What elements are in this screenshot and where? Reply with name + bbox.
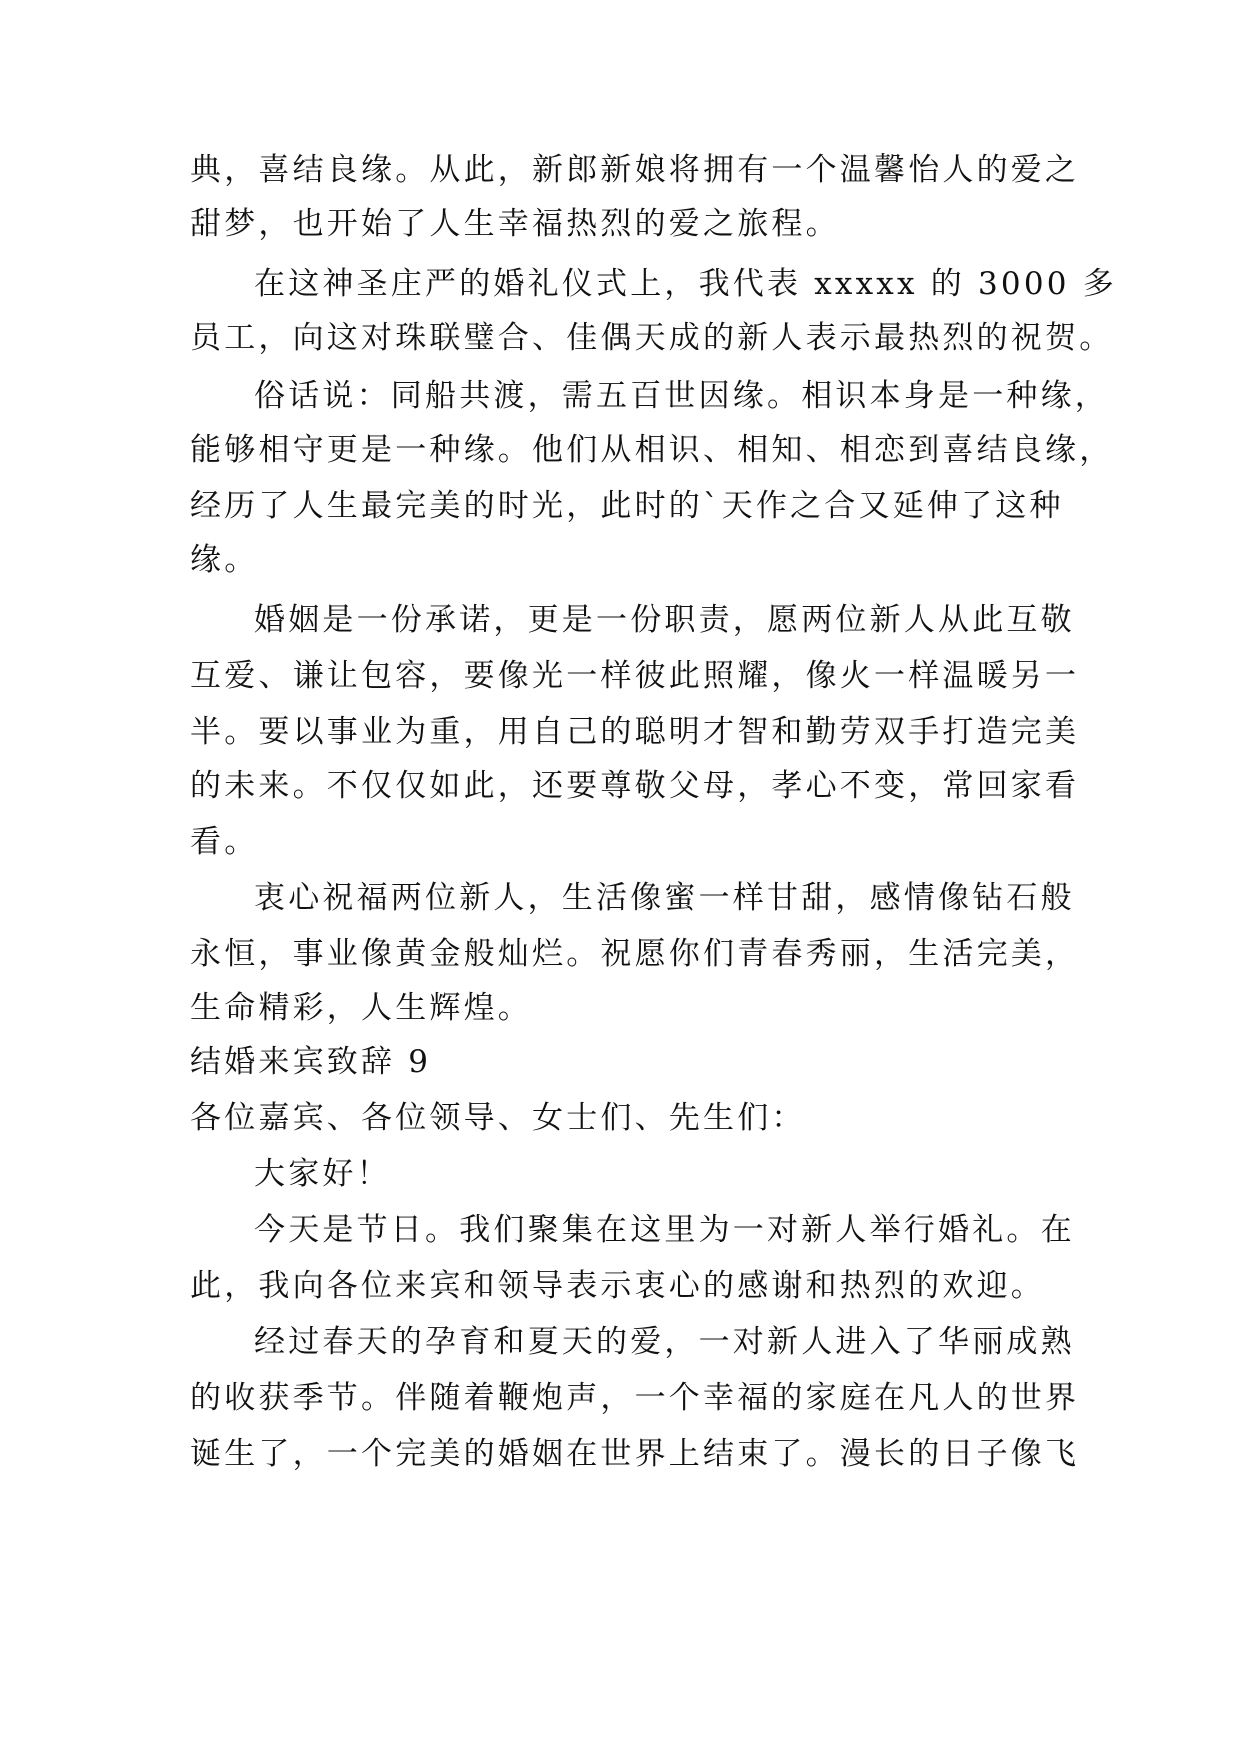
text-line: 员工，向这对珠联璧合、佳偶天成的新人表示最热烈的祝贺。 bbox=[190, 320, 1114, 356]
text-line: 的未来。不仅仅如此，还要尊敬父母，孝心不变，常回家看 bbox=[190, 768, 1080, 804]
text-line: 大家好！ bbox=[254, 1156, 391, 1192]
text-line: 看。 bbox=[190, 824, 259, 860]
text-line: 能够相守更是一种缘。他们从相识、相知、相恋到喜结良缘， bbox=[190, 432, 1114, 468]
text-line: 俗话说：同船共渡，需五百世因缘。相识本身是一种缘， bbox=[254, 378, 1109, 414]
text-line: 甜梦，也开始了人生幸福热烈的爱之旅程。 bbox=[190, 206, 840, 242]
text-line: 生命精彩，人生辉煌。 bbox=[190, 990, 532, 1026]
salutation: 各位嘉宾、各位领导、女士们、先生们： bbox=[190, 1100, 806, 1136]
text-line: 缘。 bbox=[190, 542, 259, 578]
text-line: 衷心祝福两位新人，生活像蜜一样甘甜，感情像钻石般 bbox=[254, 880, 1075, 916]
text-line: 半。要以事业为重，用自己的聪明才智和勤劳双手打造完美 bbox=[190, 714, 1080, 750]
text-line: 的收获季节。伴随着鞭炮声，一个幸福的家庭在凡人的世界 bbox=[190, 1380, 1080, 1416]
text-line: 诞生了，一个完美的婚姻在世界上结束了。漫长的日子像飞 bbox=[190, 1436, 1080, 1472]
text-line: 互爱、谦让包容，要像光一样彼此照耀，像火一样温暖另一 bbox=[190, 658, 1080, 694]
text-line: 此，我向各位来宾和领导表示衷心的感谢和热烈的欢迎。 bbox=[190, 1268, 1045, 1304]
section-heading: 结婚来宾致辞 9 bbox=[190, 1044, 432, 1080]
text-line: 今天是节日。我们聚集在这里为一对新人举行婚礼。在 bbox=[254, 1212, 1075, 1248]
text-line: 经过春天的孕育和夏天的爱，一对新人进入了华丽成熟 bbox=[254, 1324, 1075, 1360]
text-line: 婚姻是一份承诺，更是一份职责，愿两位新人从此互敬 bbox=[254, 602, 1075, 638]
text-line: 在这神圣庄严的婚礼仪式上，我代表 xxxxx 的 3000 多 bbox=[254, 266, 1117, 302]
text-line: 典，喜结良缘。从此，新郎新娘将拥有一个温馨怡人的爱之 bbox=[190, 152, 1080, 188]
text-line: 经历了人生最完美的时光，此时的`天作之合又延伸了这种 bbox=[190, 488, 1064, 524]
text-line: 永恒，事业像黄金般灿烂。祝愿你们青春秀丽，生活完美， bbox=[190, 936, 1080, 972]
